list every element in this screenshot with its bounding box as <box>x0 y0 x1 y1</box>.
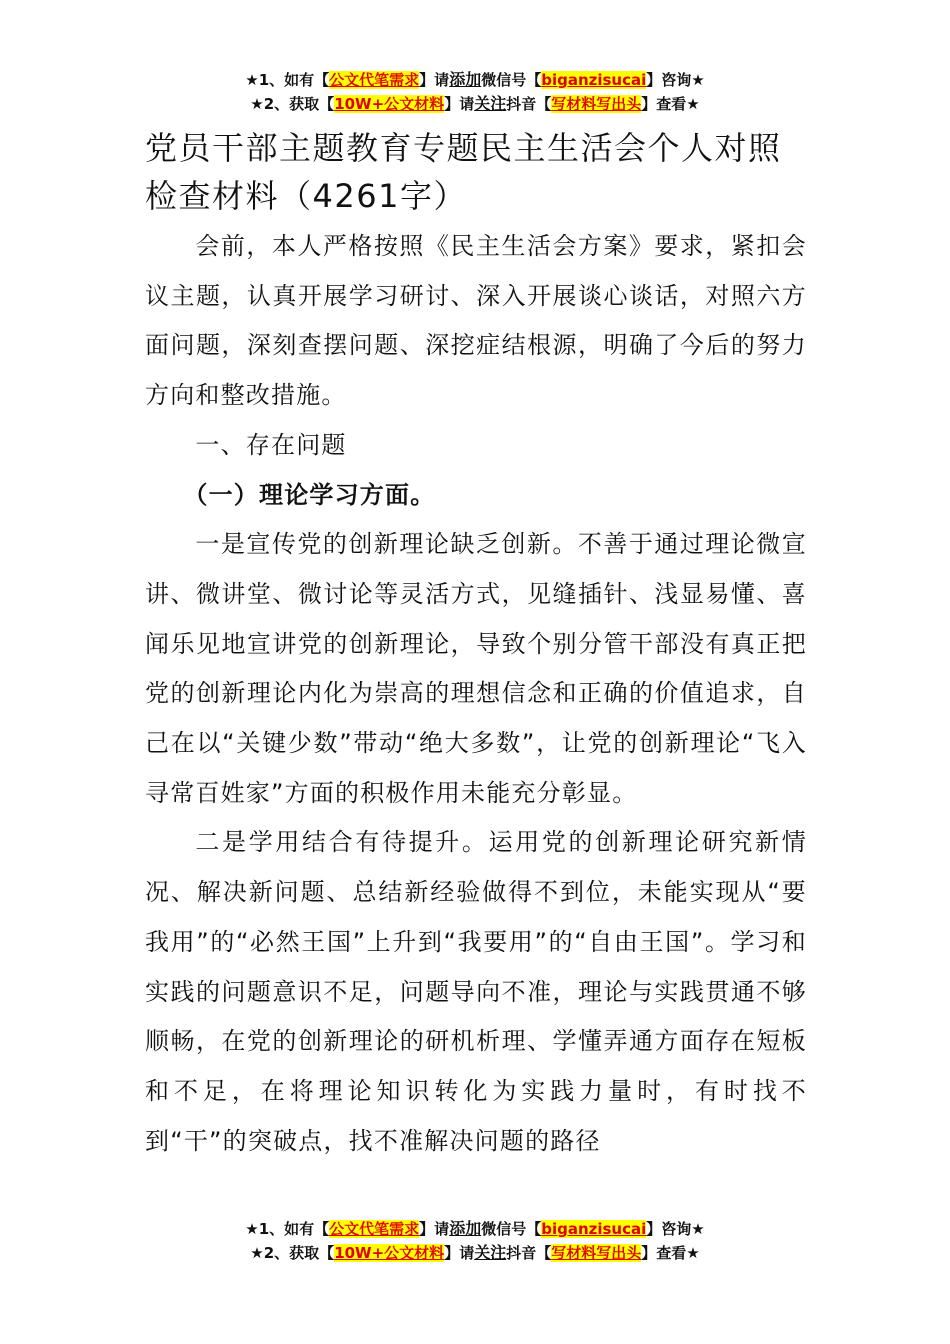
underlined-text: 关注 <box>474 1243 507 1262</box>
highlight-service: 公文代笔需求 <box>329 1220 420 1238</box>
highlight-materials: 10W+公文材料 <box>334 1244 445 1262</box>
text: 】请 <box>419 1220 450 1238</box>
highlight-materials: 10W+公文材料 <box>334 95 445 113</box>
text: 抖音【 <box>506 95 552 113</box>
text: 】请 <box>444 95 475 113</box>
underlined-text: 添加 <box>449 1219 482 1238</box>
promo-banner-top <box>0 68 950 116</box>
text: 抖音【 <box>506 1244 552 1262</box>
text: 】查看★ <box>641 1244 700 1262</box>
promo-line-1 <box>0 1217 950 1241</box>
promo-banner-bottom <box>0 1217 950 1265</box>
document-body <box>145 124 807 1166</box>
subsection-heading: （一）理论学习方面。 <box>183 480 436 509</box>
text: 微信号【 <box>481 71 542 89</box>
text: ★2、获取【 <box>250 1244 335 1262</box>
section-heading: 一、存在问题 <box>195 430 347 459</box>
intro-paragraph: 会前，本人严格按照《民主生活会方案》要求，紧扣会议主题，认真开展学习研讨、深入开展谈心谈话，对照六方面问题，深刻查摆问题、深挖症结根源，明确了今后的努力方向和整改措施。 <box>145 232 807 410</box>
highlight-service: 公文代笔需求 <box>329 71 420 89</box>
promo-line-2 <box>0 1241 950 1265</box>
text: 】咨询★ <box>646 71 705 89</box>
body-paragraph: 一是宣传党的创新理论缺乏创新。不善于通过理论微宣讲、微讲堂、微讨论等灵活方式，见缝插针、浅显易懂、喜闻乐见地宣讲党的创新理论，导致个别分管干部没有真正把党的创新理论内化为崇高的理想信念和正确的价值追求，自己在以“关键少数”带动“绝大多数”，让党的创新理论“飞入寻常百姓家”方面的积极作用未能充分彰显。 <box>145 530 807 807</box>
highlight-douyin: 写材料写出头 <box>551 95 642 113</box>
text: 】请 <box>419 71 450 89</box>
body-paragraph: 二是学用结合有待提升。运用党的创新理论研究新情况、解决新问题、总结新经验做得不到位，未能实现从“要我用”的“必然王国”上升到“我要用”的“自由王国”。学习和实践的问题意识不足，问题导向不准，理论与实践贯通不够顺畅，在党的创新理论的研机析理、学懂弄通方面存在短板和不足，在将理论知识转化为实践力量时，有时找不到“干”的突破点，找不准解决问题的路径 <box>145 828 807 1155</box>
text: ★2、获取【 <box>250 95 335 113</box>
text: ★1、如有【 <box>245 71 330 89</box>
highlight-wechat-id: biganzisucai <box>541 71 647 89</box>
highlight-douyin: 写材料写出头 <box>551 1244 642 1262</box>
text: 】咨询★ <box>646 1220 705 1238</box>
document-title: 党员干部主题教育专题民主生活会个人对照检查材料（4261字） <box>145 129 782 215</box>
text: 】查看★ <box>641 95 700 113</box>
underlined-text: 添加 <box>449 70 482 89</box>
promo-line-2 <box>0 92 950 116</box>
text: 微信号【 <box>481 1220 542 1238</box>
underlined-text: 关注 <box>474 94 507 113</box>
promo-line-1 <box>0 68 950 92</box>
highlight-wechat-id: biganzisucai <box>541 1220 647 1238</box>
text: 】请 <box>444 1244 475 1262</box>
text: ★1、如有【 <box>245 1220 330 1238</box>
